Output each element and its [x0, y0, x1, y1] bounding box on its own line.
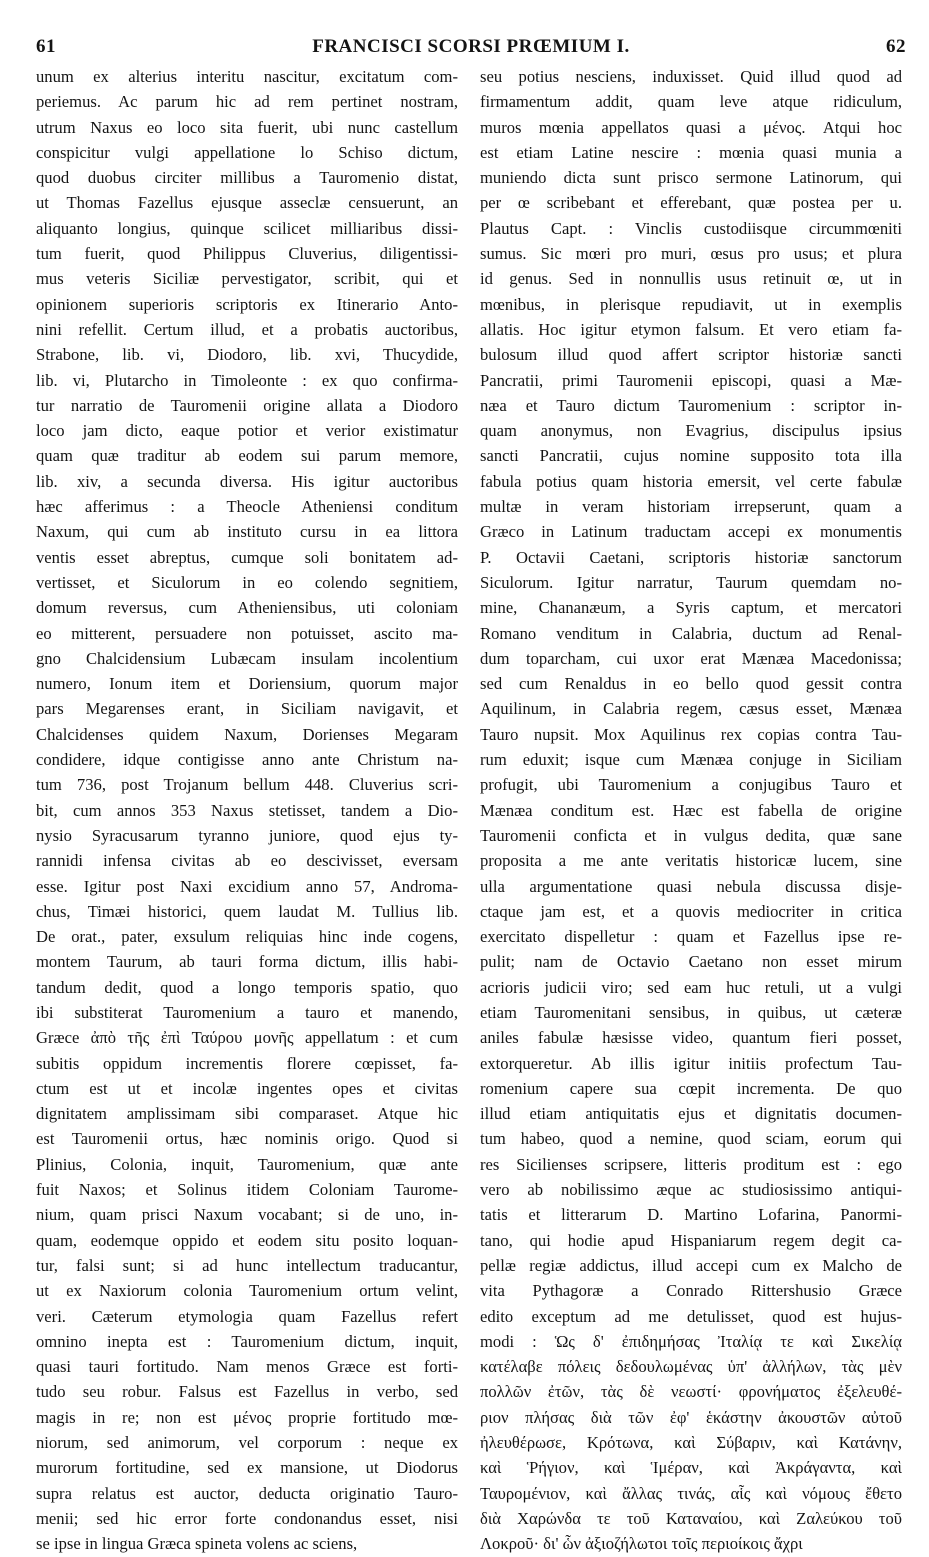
text-line: tur narratio de Tauromenii origine allata a Diodoro — [36, 395, 458, 415]
text-line: vita Pythagoræ a Conrado Rittershusio Græce — [480, 1281, 902, 1301]
text-line: condidere, idque contigisse anno ante Christum na- — [36, 750, 458, 770]
text-line: bulosum illud quod affert scriptor historiæ sancti — [480, 345, 902, 365]
text-line: extorqueretur. Ab illis igitur initiis profectum Tau- — [480, 1053, 902, 1073]
text-line: nini refellit. Certum illud, et a probatis auctoribus, — [36, 319, 458, 339]
text-line: nysio Syracusarum tyranno juniore, quod ejus ty- — [36, 825, 458, 845]
text-line: quasi tauri fortitudo. Nam menos Græce est forti- — [36, 1357, 458, 1377]
text-line: quam quæ traditur ab eodem sui parum memore, — [36, 446, 458, 466]
text-line: etiam Tauromenitani sensibus, in quibus, ut cæteræ — [480, 1002, 902, 1022]
text-line: quam, eodemque oppido et eodem situ posito loquan- — [36, 1230, 458, 1250]
text-line: fuit Naxos; et Solinus itidem Coloniam Taurome- — [36, 1180, 458, 1200]
text-line: edito exceptum ad me detulisset, quod est hujus- — [480, 1306, 902, 1326]
text-line: muros mœnia appellatos quasi a μένος. Atqui hoc — [480, 117, 902, 137]
text-line: id genus. Sed in nonnullis usus retinuit œ, ut in — [480, 269, 902, 289]
text-line: exercitato dispelletur : quam et Fazellus ipse re- — [480, 927, 902, 947]
right-text-column — [480, 64, 902, 1554]
text-line: næa et Tauro dictum Tauromenium : scriptor in- — [480, 395, 902, 415]
text-line: Romano venditum in Calabria, ductum ad Renal- — [480, 623, 902, 643]
text-line: Plinius, Colonia, inquit, Tauromenium, quæ ante — [36, 1154, 458, 1174]
text-line: gno Chalcidensium Lubæcam insulam incolentium — [36, 648, 458, 668]
text-line: allatis. Hoc igitur etymon falsum. Et vero etiam fa- — [480, 319, 902, 339]
text-line: tano, qui hodie apud Hispaniarum regem degit ca- — [480, 1230, 902, 1250]
text-line: eo mitterent, persuadere non potuisset, ascito ma- — [36, 623, 458, 643]
text-line: pars Megarenses erant, in Siciliam navigavit, et — [36, 699, 458, 719]
text-line: ulla argumentatione quasi nebula discussa disje- — [480, 876, 902, 896]
text-line: utrum Naxus eo loco sita fuerit, ubi nunc castellum — [36, 117, 458, 137]
text-line: hæc afferimus : a Theocle Atheniensi conditum — [36, 497, 458, 517]
text-line: κατέλαβε πόλεις δεδουλωμένας ὑπ' ἀλλήλων, τὰς μὲν — [480, 1357, 902, 1377]
text-line: Græce ἀπὸ τῆς ἐπὶ Ταύρου μονῆς appellatum : et cum — [36, 1028, 458, 1048]
text-line: aniles fabulæ hæsisse video, quantum fieri posset, — [480, 1028, 902, 1048]
text-line: sancti Pancratii, cujus nomine supposito tota illa — [480, 446, 902, 466]
text-line: sed cum Renaldus in eo bello quod gessit contra — [480, 674, 902, 694]
text-line: Ταυρομένιον, καὶ ἄλλας τινάς, αἷς καὶ νόμους ἔθετο — [480, 1483, 902, 1503]
page-number-left: 61 — [36, 36, 56, 57]
text-line: ventis esset abreptus, cumque soli bonitatem ad- — [36, 547, 458, 567]
text-line: tandum dedit, quod a longo temporis spatio, quo — [36, 977, 458, 997]
text-line: ut ex Naxiorum colonia Tauromenium ortum velint, — [36, 1281, 458, 1301]
text-line: romenium capere sua cœpit incrementa. De quo — [480, 1078, 902, 1098]
text-line: pellæ regiæ addictus, illud accepi cum ex Malcho de — [480, 1255, 902, 1275]
text-line: per œ scribebant et efferebant, quæ postea per u. — [480, 193, 902, 213]
text-line: illud etiam antiquitatis ejus et dignitatis documen- — [480, 1104, 902, 1124]
text-line: πολλῶν ἐτῶν, τὰς δὲ νεωστί· φρονήματος ἐξελευθέ- — [480, 1382, 902, 1402]
text-line: Tauro nupsit. Mox Aquilinus rex copias contra Tau- — [480, 724, 902, 744]
text-line: unum ex alterius interitu nascitur, excitatum com- — [36, 67, 458, 86]
text-line: lib. vi, Plutarcho in Timoleonte : ex quo confirma- — [36, 370, 458, 390]
text-line: vertisset, et Siculorum in eo colendo segnitiem, — [36, 572, 458, 592]
text-line: fabula potius quam historia emersit, vel certe fabulæ — [480, 471, 902, 491]
text-line: pulit; nam de Octavio Caetano non esset mirum — [480, 952, 902, 972]
text-line: est etiam Latine nescire : mœnia quasi munia a — [480, 142, 902, 162]
text-line: magis in re; non est μένος proprie fortitudo mœ- — [36, 1407, 458, 1427]
text-line: multæ in veram historiam irrepserunt, quam a — [480, 497, 902, 517]
text-line: Strabone, lib. vi, Diodoro, lib. xvi, Thucydide, — [36, 345, 458, 365]
text-line: Λοκροῦ· δι' ὧν ἀξιοζήλωτοι τοῖς περιοίκοις ἄχρι — [480, 1534, 803, 1554]
page-number-right: 62 — [886, 36, 906, 57]
text-line: supra relatus est auctor, deducta originatio Tauro- — [36, 1483, 458, 1503]
text-line: domum reversus, cum Atheniensibus, uti coloniam — [36, 598, 458, 618]
text-line: tudo seu robur. Falsus est Fazellus in verbo, sed — [36, 1382, 458, 1402]
text-line: ctaque jam est, et a quovis mediocriter in critica — [480, 901, 902, 921]
text-line: mus veteris Siciliæ pervestigator, scribit, qui et — [36, 269, 458, 289]
text-line: Græco in Latinum traductam accepi ex monumentis — [480, 522, 902, 542]
text-line: dum toparcham, cui uxor erat Mænæa Macedonissa; — [480, 648, 902, 668]
text-line: omnino inepta est : Tauromenium dictum, inquit, — [36, 1331, 458, 1351]
text-line: ut Thomas Fazellus ejusque asseclæ censuerunt, an — [36, 193, 458, 213]
text-line: proposita a me ante veritatis historicæ lucem, sine — [480, 851, 902, 871]
text-line: De orat., pater, exsulum reliquias hinc inde cogens, — [36, 927, 458, 947]
text-line: διὰ Χαρώνδα τε τοῦ Καταναίου, καὶ Ζαλεύκου τοῦ — [480, 1508, 902, 1528]
text-line: se ipse in lingua Græca spineta volens ac sciens, — [36, 1534, 358, 1554]
text-line: Mænæa conditum est. Hæc est fabella de origine — [480, 800, 902, 820]
text-line: mœnibus, in plerisque repudiavit, ut in exemplis — [480, 294, 902, 314]
text-line: acrioris judicii viro; sed eam huc retuli, ut a vulgi — [480, 977, 902, 997]
text-line: Tauromenii conficta et in vulgus dedita, quæ sane — [480, 825, 902, 845]
text-line: tatis et litterarum D. Martino Lofarina, Panormi- — [480, 1205, 902, 1225]
text-line: dignitatem amplissimam sibi comparaset. Atque hic — [36, 1104, 458, 1124]
text-line: quod duobus circiter millibus a Tauromenio distat, — [36, 168, 458, 188]
text-line: P. Octavii Caetani, scriptoris historiæ sanctorum — [480, 547, 902, 567]
text-line: rum eduxit; isque cum Mænæa conjuge in Siciliam — [480, 750, 902, 770]
text-line: res Sicilienses scripsere, litteris proditum est : ego — [480, 1154, 902, 1174]
text-line: mine, Chananæum, a Syris captum, et mercatori — [480, 598, 902, 618]
text-line: ριον πλήσας διὰ τῶν ἐφ' ἑκάστην ἀκουστῶν αὐτοῦ — [480, 1407, 902, 1427]
text-line: ἠλευθέρωσε, Κρότωνα, καὶ Σύβαριν, καὶ Κατάνην, — [480, 1433, 902, 1453]
text-line: murorum fortitudine, sed ex mansione, ut Diodorus — [36, 1458, 458, 1478]
text-line: conspicitur vulgi appellatione lo Schiso dictum, — [36, 142, 458, 162]
text-line: ctum est ut et incolæ ingentes opes et civitas — [36, 1078, 458, 1098]
text-line: loco jam dicto, eaque potior et verior existimatur — [36, 421, 458, 441]
text-line: vero ab nobilissimo æque ac studiosissimo antiqui- — [480, 1180, 902, 1200]
text-line: Aquilinum, in Calabria regem, cæsus esset, Mænæa — [480, 699, 902, 719]
text-line: lib. xiv, a secunda diversa. His igitur auctoribus — [36, 471, 458, 491]
text-line: profugit, ubi Tauromenium a conjugibus Tauro et — [480, 775, 902, 795]
text-line: niorum, sed animorum, vel corporum : neque ex — [36, 1433, 458, 1453]
text-line: quam anonymus, non Evagrius, discipulus ipsius — [480, 421, 902, 441]
text-line: firmamentum addit, quam leve atque ridiculum, — [480, 92, 902, 112]
text-line: Pancratii, primi Tauromenii episcopi, quasi a Mæ- — [480, 370, 902, 390]
running-header — [36, 36, 906, 60]
text-line: esse. Igitur post Naxi excidium anno 57, Androma- — [36, 876, 458, 896]
text-line: veri. Cæterum etymologia quam Fazellus refert — [36, 1306, 458, 1326]
text-line: Naxum, qui cum ab instituto cursu in ea littora — [36, 522, 458, 542]
text-line: aliquanto longius, quinque scilicet milliaribus dissi- — [36, 218, 458, 238]
text-line: Chalcidenses quidem Naxum, Dorienses Megaram — [36, 724, 458, 744]
text-line: nium, quam prisci Naxum vocabant; si de uno, in- — [36, 1205, 458, 1225]
text-line: periemus. Ac parum hic ad rem pertinet nostram, — [36, 92, 458, 112]
text-line: menii; sed hic error forte condonandus esset, nisi — [36, 1508, 458, 1528]
text-line: rannidi infensa civitas ab eo descivisset, eversam — [36, 851, 458, 871]
text-line: subitis oppidum incrementis florere cœpisset, fa- — [36, 1053, 458, 1073]
text-line: sumus. Sic mœri pro muri, œsus pro usus; et plura — [480, 244, 902, 264]
text-line: modi : Ὡς δ' ἐπιδημήσας Ἰταλίᾳ τε καὶ Σικελίᾳ — [480, 1331, 902, 1351]
text-line: Plautus Capt. : Vinclis custodiisque circummœniti — [480, 218, 902, 238]
left-text-column — [36, 64, 458, 1554]
text-line: montem Taurum, ab tauri forma dictum, illis habi- — [36, 952, 458, 972]
text-line: seu potius nesciens, induxisset. Quid illud quod ad — [480, 67, 902, 86]
text-line: tur, falsi sunt; si ad hunc intellectum traducantur, — [36, 1255, 458, 1275]
text-line: opinionem superioris scriptoris ex Itinerario Anto- — [36, 294, 458, 314]
text-line: tum fuerit, quod Philippus Cluverius, diligentissi- — [36, 244, 458, 264]
text-line: Siculorum. Igitur narratur, Taurum quemdam no- — [480, 572, 902, 592]
text-line: bit, cum annos 353 Naxus stetisset, tandem a Dio- — [36, 800, 458, 820]
text-line: καὶ Ῥήγιον, καὶ Ἱμέραν, καὶ Ἀκράγαντα, καὶ — [480, 1458, 902, 1478]
running-title: FRANCISCI SCORSI PRŒMIUM I. — [312, 36, 630, 57]
text-line: ibi substiterat Tauromenium a tauro et manendo, — [36, 1002, 458, 1022]
text-line: numero, Ionum item et Doriensium, quorum major — [36, 674, 458, 694]
text-line: muniendo dicta sunt prisco sermone Latinorum, qui — [480, 168, 902, 188]
text-line: tum 736, post Trojanum bellum 448. Cluverius scri- — [36, 775, 458, 795]
text-line: tum habeo, quod a nemine, quod sciam, eorum qui — [480, 1129, 902, 1149]
text-line: est Tauromenii ortus, hæc nominis origo. Quod si — [36, 1129, 458, 1149]
text-line: chus, Timæi historici, quem laudat M. Tullius lib. — [36, 901, 458, 921]
